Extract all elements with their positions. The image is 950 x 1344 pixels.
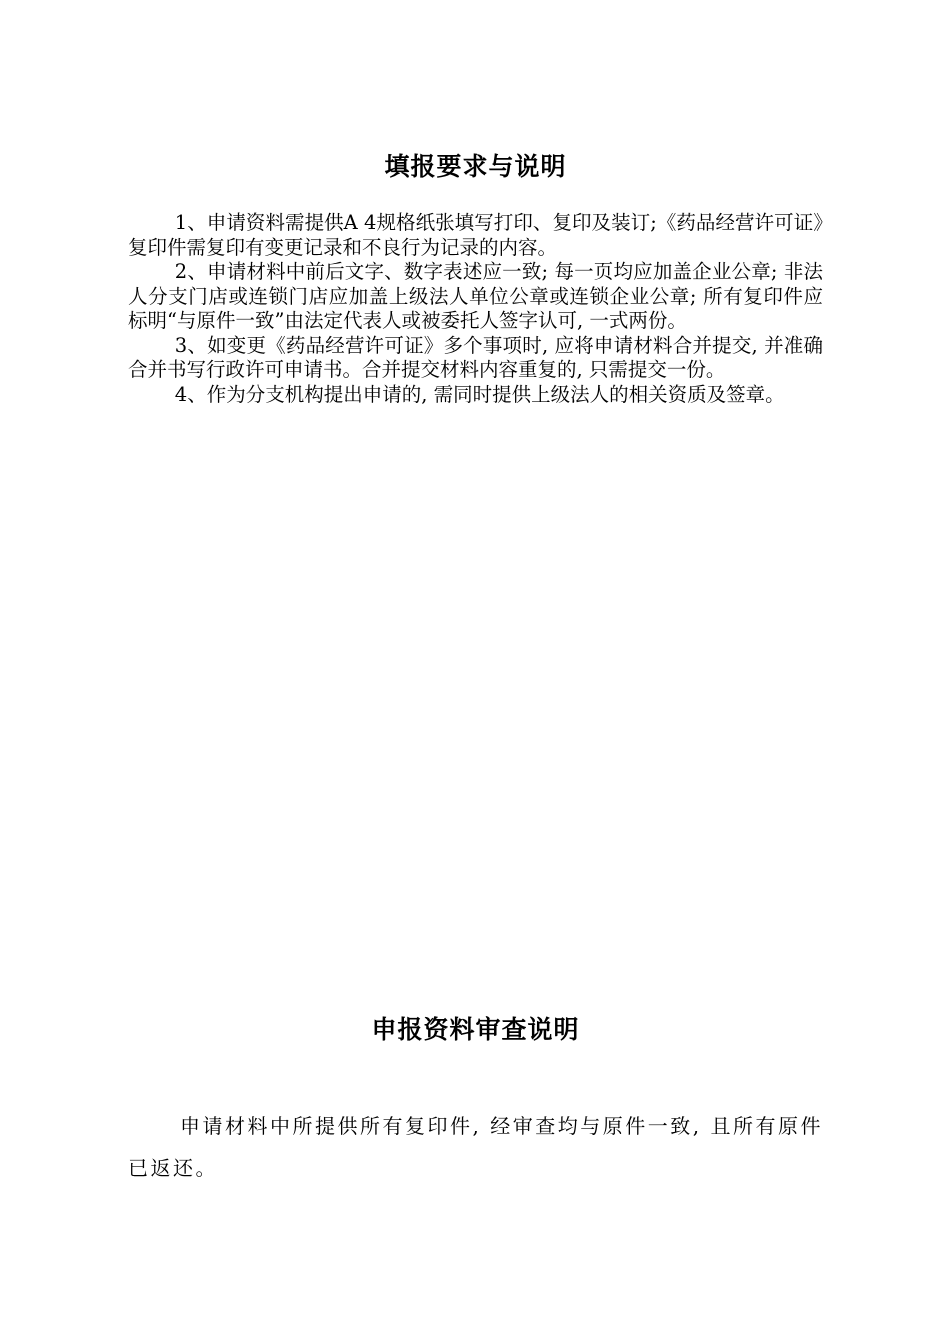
review-statement-title: 申报资料审查说明 <box>371 1015 580 1044</box>
requirement-item-3: 3、如变更《药品经营许可证》多个事项时, 应将申请材料合并提交, 并准确合并书写行政许可申请书。合并提交材料内容重复的, 只需提交一份。 <box>128 333 823 381</box>
fill-requirements-title: 填报要求与说明 <box>384 152 567 181</box>
review-statement-body <box>128 1105 823 1189</box>
requirement-item-4: 4、作为分支机构提出申请的, 需同时提供上级法人的相关资质及签章。 <box>174 382 785 406</box>
review-statement-section-header <box>128 1010 823 1046</box>
requirement-item-2: 2、申请材料中前后文字、数字表述应一致; 每一页均应加盖企业公章; 非法人分支门店或连锁门店应加盖上级法人单位公章或连锁企业公章; 所有复印件应标明“与原件一致”由法定代表人或被委托人签字认可, 一式两份。 <box>128 260 823 332</box>
fill-requirements-section-header <box>128 147 823 183</box>
fill-requirements-list <box>128 211 823 407</box>
requirement-item-1: 1、申请资料需提供A 4规格纸张填写打印、复印及装订;《药品经营许可证》复印件需复印有变更记录和不良行为记录的内容。 <box>128 211 823 259</box>
review-statement-text: 申请材料中所提供所有复印件, 经审查均与原件一致, 且所有原件已返还。 <box>128 1114 823 1180</box>
